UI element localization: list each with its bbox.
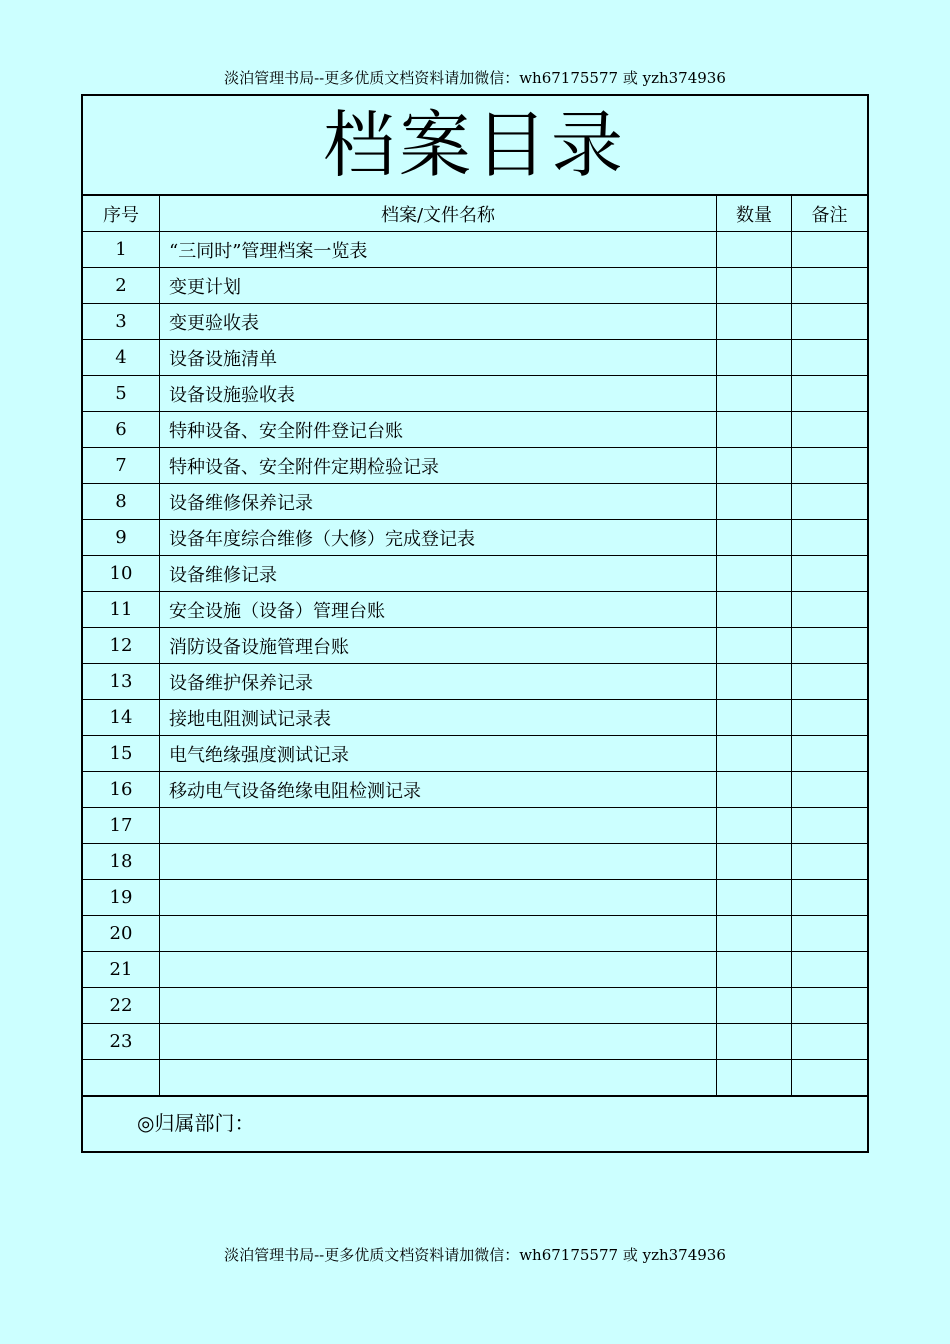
row-document-name <box>160 880 717 916</box>
row-document-name: 设备设施验收表 <box>160 376 717 412</box>
row-document-name <box>160 916 717 952</box>
row-remark <box>792 1060 868 1096</box>
column-header-no: 序号 <box>83 196 160 232</box>
row-remark <box>792 484 868 520</box>
row-document-name <box>160 952 717 988</box>
row-document-name <box>160 1060 717 1096</box>
table-row <box>83 268 867 304</box>
directory-table <box>83 196 867 1096</box>
table-row <box>83 772 867 808</box>
row-document-name: 接地电阻测试记录表 <box>160 700 717 736</box>
row-number: 15 <box>83 736 160 772</box>
row-remark <box>792 916 868 952</box>
table-row <box>83 556 867 592</box>
row-quantity <box>717 628 792 664</box>
row-number: 11 <box>83 592 160 628</box>
row-quantity <box>717 592 792 628</box>
column-header-name: 档案/文件名称 <box>160 196 717 232</box>
row-quantity <box>717 700 792 736</box>
row-number: 23 <box>83 1024 160 1060</box>
row-document-name: 安全设施（设备）管理台账 <box>160 592 717 628</box>
row-quantity <box>717 340 792 376</box>
row-quantity <box>717 1024 792 1060</box>
row-remark <box>792 520 868 556</box>
row-number: 18 <box>83 844 160 880</box>
row-number: 4 <box>83 340 160 376</box>
department-row <box>83 1096 867 1146</box>
row-document-name: 设备维修记录 <box>160 556 717 592</box>
header-watermark: 淡泊管理书局--更多优质文档资料请加微信：wh67175577 或 yzh374936 <box>224 69 726 87</box>
table-row <box>83 592 867 628</box>
column-header-qty: 数量 <box>717 196 792 232</box>
row-remark <box>792 988 868 1024</box>
row-remark <box>792 556 868 592</box>
row-number: 13 <box>83 664 160 700</box>
row-quantity <box>717 736 792 772</box>
table-row <box>83 304 867 340</box>
row-remark <box>792 808 868 844</box>
row-remark <box>792 412 868 448</box>
row-quantity <box>717 268 792 304</box>
table-row <box>83 844 867 880</box>
row-remark <box>792 268 868 304</box>
row-remark <box>792 340 868 376</box>
row-quantity <box>717 232 792 268</box>
row-remark <box>792 448 868 484</box>
table-row <box>83 520 867 556</box>
row-quantity <box>717 988 792 1024</box>
row-document-name: 设备年度综合维修（大修）完成登记表 <box>160 520 717 556</box>
row-document-name <box>160 808 717 844</box>
department-label: ◎归属部门： <box>137 1111 255 1135</box>
row-document-name <box>160 844 717 880</box>
row-number: 5 <box>83 376 160 412</box>
row-number: 10 <box>83 556 160 592</box>
row-quantity <box>717 808 792 844</box>
row-remark <box>792 376 868 412</box>
row-quantity <box>717 664 792 700</box>
row-number: 3 <box>83 304 160 340</box>
row-quantity <box>717 304 792 340</box>
row-remark <box>792 592 868 628</box>
footer-watermark: 淡泊管理书局--更多优质文档资料请加微信：wh67175577 或 yzh374936 <box>224 1246 726 1264</box>
row-document-name: “三同时”管理档案一览表 <box>160 232 717 268</box>
row-number: 6 <box>83 412 160 448</box>
table-row <box>83 1060 867 1096</box>
table-row <box>83 412 867 448</box>
row-remark <box>792 772 868 808</box>
row-remark <box>792 700 868 736</box>
row-quantity <box>717 844 792 880</box>
row-number: 12 <box>83 628 160 664</box>
row-number: 20 <box>83 916 160 952</box>
row-document-name: 设备设施清单 <box>160 340 717 376</box>
table-row <box>83 1024 867 1060</box>
row-number: 19 <box>83 880 160 916</box>
row-number: 22 <box>83 988 160 1024</box>
row-number: 9 <box>83 520 160 556</box>
table-row <box>83 376 867 412</box>
row-remark <box>792 736 868 772</box>
table-row <box>83 916 867 952</box>
table-row <box>83 484 867 520</box>
row-number: 16 <box>83 772 160 808</box>
row-number: 1 <box>83 232 160 268</box>
column-header-note: 备注 <box>792 196 868 232</box>
row-quantity <box>717 376 792 412</box>
archive-directory-form <box>81 94 869 1153</box>
table-header-row <box>83 196 867 232</box>
row-document-name: 移动电气设备绝缘电阻检测记录 <box>160 772 717 808</box>
row-quantity <box>717 916 792 952</box>
row-number: 17 <box>83 808 160 844</box>
table-row <box>83 952 867 988</box>
row-quantity <box>717 880 792 916</box>
row-document-name <box>160 988 717 1024</box>
row-number: 21 <box>83 952 160 988</box>
row-number <box>83 1060 160 1096</box>
table-row <box>83 340 867 376</box>
row-quantity <box>717 556 792 592</box>
row-document-name: 特种设备、安全附件定期检验记录 <box>160 448 717 484</box>
row-document-name: 设备维修保养记录 <box>160 484 717 520</box>
row-remark <box>792 952 868 988</box>
table-row <box>83 808 867 844</box>
table-row <box>83 700 867 736</box>
row-quantity <box>717 412 792 448</box>
row-remark <box>792 304 868 340</box>
row-document-name <box>160 1024 717 1060</box>
row-remark <box>792 628 868 664</box>
row-remark <box>792 664 868 700</box>
table-row <box>83 628 867 664</box>
row-number: 7 <box>83 448 160 484</box>
row-remark <box>792 232 868 268</box>
row-quantity <box>717 772 792 808</box>
row-number: 14 <box>83 700 160 736</box>
page-title: 档案目录 <box>83 96 867 196</box>
row-quantity <box>717 1060 792 1096</box>
row-number: 8 <box>83 484 160 520</box>
row-quantity <box>717 952 792 988</box>
row-quantity <box>717 484 792 520</box>
row-remark <box>792 844 868 880</box>
row-document-name: 设备维护保养记录 <box>160 664 717 700</box>
row-remark <box>792 1024 868 1060</box>
table-row <box>83 988 867 1024</box>
row-quantity <box>717 520 792 556</box>
row-document-name: 变更计划 <box>160 268 717 304</box>
table-row <box>83 232 867 268</box>
row-document-name: 变更验收表 <box>160 304 717 340</box>
table-row <box>83 880 867 916</box>
table-row <box>83 664 867 700</box>
row-document-name: 消防设备设施管理台账 <box>160 628 717 664</box>
row-quantity <box>717 448 792 484</box>
row-number: 2 <box>83 268 160 304</box>
row-remark <box>792 880 868 916</box>
table-row <box>83 448 867 484</box>
row-document-name: 特种设备、安全附件登记台账 <box>160 412 717 448</box>
row-document-name: 电气绝缘强度测试记录 <box>160 736 717 772</box>
table-row <box>83 736 867 772</box>
